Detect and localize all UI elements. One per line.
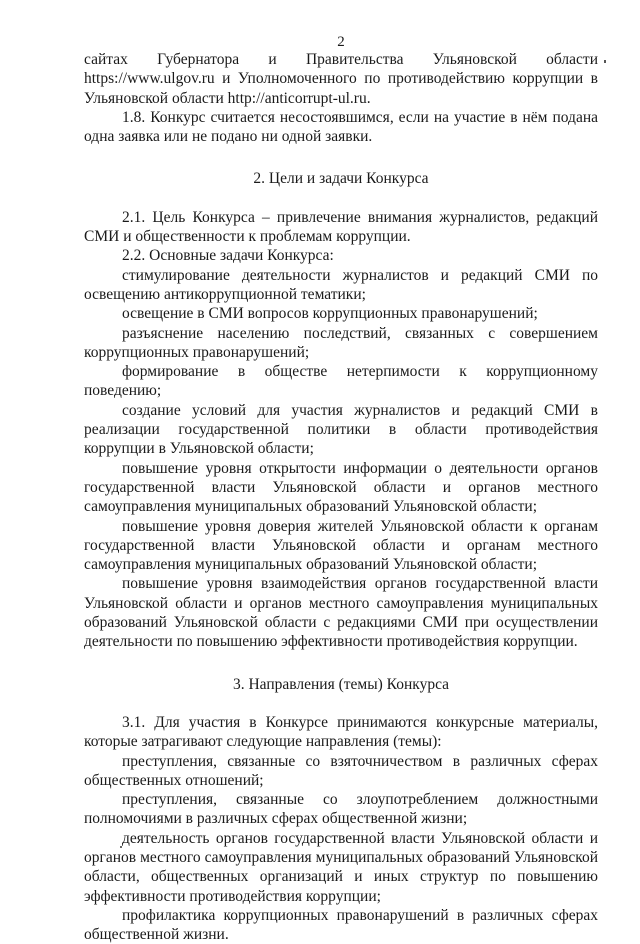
task-item: повышение уровня открытости информации о деятельности органов государственной власти Ульяновской области и органов местного самоуправления муниципальных образований Ульяновской области; [84, 459, 598, 516]
paragraph-intro-1: сайтах Губернатора и Правительства Ульяновской области https://www.ulgov.ru и Уполномоченного по противодействию коррупции в Ульяновской области http://anticorrupt-ul.ru. [84, 51, 598, 107]
scan-speck [120, 846, 122, 848]
paragraph-2-1: 2.1. Цель Конкурса – привлечение внимания журналистов, редакций СМИ и общественности к проблемам коррупции. [84, 208, 598, 246]
paragraph-3-1: 3.1. Для участия в Конкурсе принимаются конкурсные материалы, которые затрагивают следующие направления (темы): [84, 713, 598, 751]
paragraph-1-8: 1.8. Конкурс считается несостоявшимся, если на участие в нём подана одна заявка или не подано ни одной заявки. [84, 108, 598, 146]
page-number: 2 [337, 34, 345, 50]
topic-item: деятельность органов государственной власти Ульяновской области и органов местного самоуправления муниципальных образований Ульяновской области, общественных организаций и иных структур по повышению эффективности противодействия коррупции; [84, 829, 598, 905]
topic-item: профилактика коррупционных правонарушений в различных сферах общественной жизни. [84, 906, 598, 944]
topic-item: преступления, связанные со злоупотреблением должностными полномочиями в различных сферах общественной жизни; [84, 791, 598, 828]
task-item: повышение уровня доверия жителей Ульяновской области к органам государственной власти Ульяновской области и органам местного самоуправления муниципальных образований Ульяновской области; [84, 517, 598, 574]
scan-speck [604, 60, 606, 63]
section-3-heading: 3. Направления (темы) Конкурса [232, 675, 450, 693]
document-body [84, 50, 598, 944]
paragraph-2-2: 2.2. Основные задачи Конкурса: [122, 247, 334, 265]
section-2-heading: 2. Цели и задачи Конкурса [253, 170, 429, 188]
document-page [84, 0, 598, 944]
task-item: освещение в СМИ вопросов коррупционных правонарушений; [122, 305, 538, 323]
task-item: формирование в обществе нетерпимости к коррупционному поведению; [84, 363, 598, 400]
topic-item: преступления, связанные со взяточничеством в различных сферах общественных отношений; [84, 752, 598, 789]
task-item: создание условий для участия журналистов и редакций СМИ в реализации государственной политики в области противодействия коррупции в Ульяновской области; [84, 401, 598, 458]
task-item: стимулирование деятельности журналистов и редакций СМИ по освещению антикоррупционной тематики; [84, 266, 598, 303]
task-item: повышение уровня взаимодействия органов государственной власти Ульяновской области и органов местного самоуправления муниципальных образований Ульяновской области с редакциями СМИ при осуществлении деятельности по повышению эффективности противодействия коррупции. [84, 575, 598, 651]
task-item: разъяснение населению последствий, связанных с совершением коррупционных правонарушений; [84, 324, 598, 361]
